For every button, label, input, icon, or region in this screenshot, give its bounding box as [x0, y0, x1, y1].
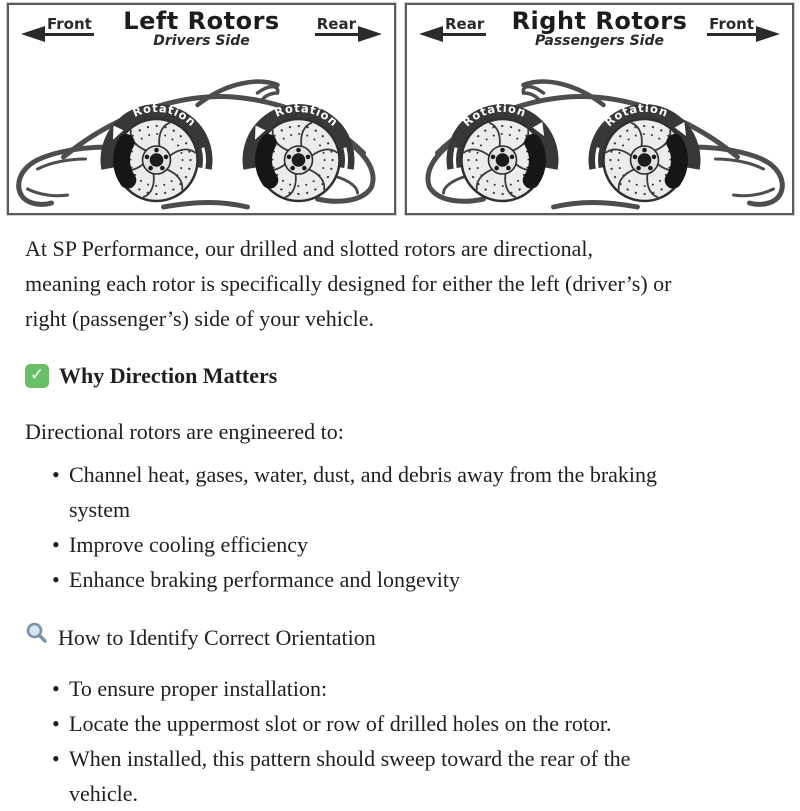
right-panel-header	[407, 5, 792, 57]
how-to-identify-heading	[25, 620, 760, 655]
left-car-illustration	[9, 57, 394, 215]
engineered-bullet-list	[25, 457, 760, 597]
engineered-lead: Directional rotors are engineered to:	[25, 419, 344, 444]
left-rotors-panel	[7, 3, 396, 215]
list-item: • Enhance braking performance and longevity	[69, 562, 683, 597]
rotation-label: Rotation	[601, 100, 671, 130]
magnifier-icon	[25, 620, 49, 655]
direction-label: Front	[45, 17, 94, 36]
panel-title: Left Rotors	[123, 7, 280, 35]
heading-text: How to Identify Correct Orientation	[58, 625, 376, 650]
direction-label: Rear	[315, 17, 358, 36]
right-rotors-panel	[405, 3, 794, 215]
list-item: • To ensure proper installation:	[69, 671, 683, 706]
check-icon: ✓	[25, 364, 49, 388]
list-item: • When installed, this pattern should sweep toward the rear of the vehicle.	[69, 741, 683, 811]
direction-label: Rear	[443, 17, 486, 36]
front-direction-indicator	[707, 17, 780, 36]
intro-paragraph: At SP Performance, our drilled and slotted rotors are directional, meaning each rotor is specifically designed for either the left (driver’s) or right (passenger’s) side of your vehicle.	[25, 236, 672, 331]
list-item: • Channel heat, gases, water, dust, and debris away from the braking system	[69, 457, 683, 527]
list-item: • Locate the uppermost slot or row of drilled holes on the rotor.	[69, 706, 683, 741]
panel-title: Right Rotors	[511, 7, 688, 35]
heading-text: Why Direction Matters	[59, 363, 278, 388]
rotation-label: Rotation	[130, 100, 200, 130]
panel-subtitle: Drivers Side	[153, 33, 250, 50]
right-arrow-icon	[756, 26, 780, 42]
direction-label: Front	[707, 17, 756, 36]
rotor-direction-diagram	[0, 0, 800, 215]
left-panel-header	[9, 5, 394, 57]
why-direction-matters-heading	[25, 358, 760, 393]
rear-direction-indicator	[315, 17, 382, 36]
how-bullet-list	[25, 671, 760, 811]
article-body	[0, 231, 800, 811]
right-arrow-icon	[358, 26, 382, 42]
right-car-illustration	[407, 57, 792, 215]
list-item: • Improve cooling efficiency	[69, 527, 683, 562]
rotation-label: Rotation	[459, 100, 529, 130]
panel-subtitle: Passengers Side	[535, 33, 664, 50]
rotation-label: Rotation	[272, 100, 342, 130]
